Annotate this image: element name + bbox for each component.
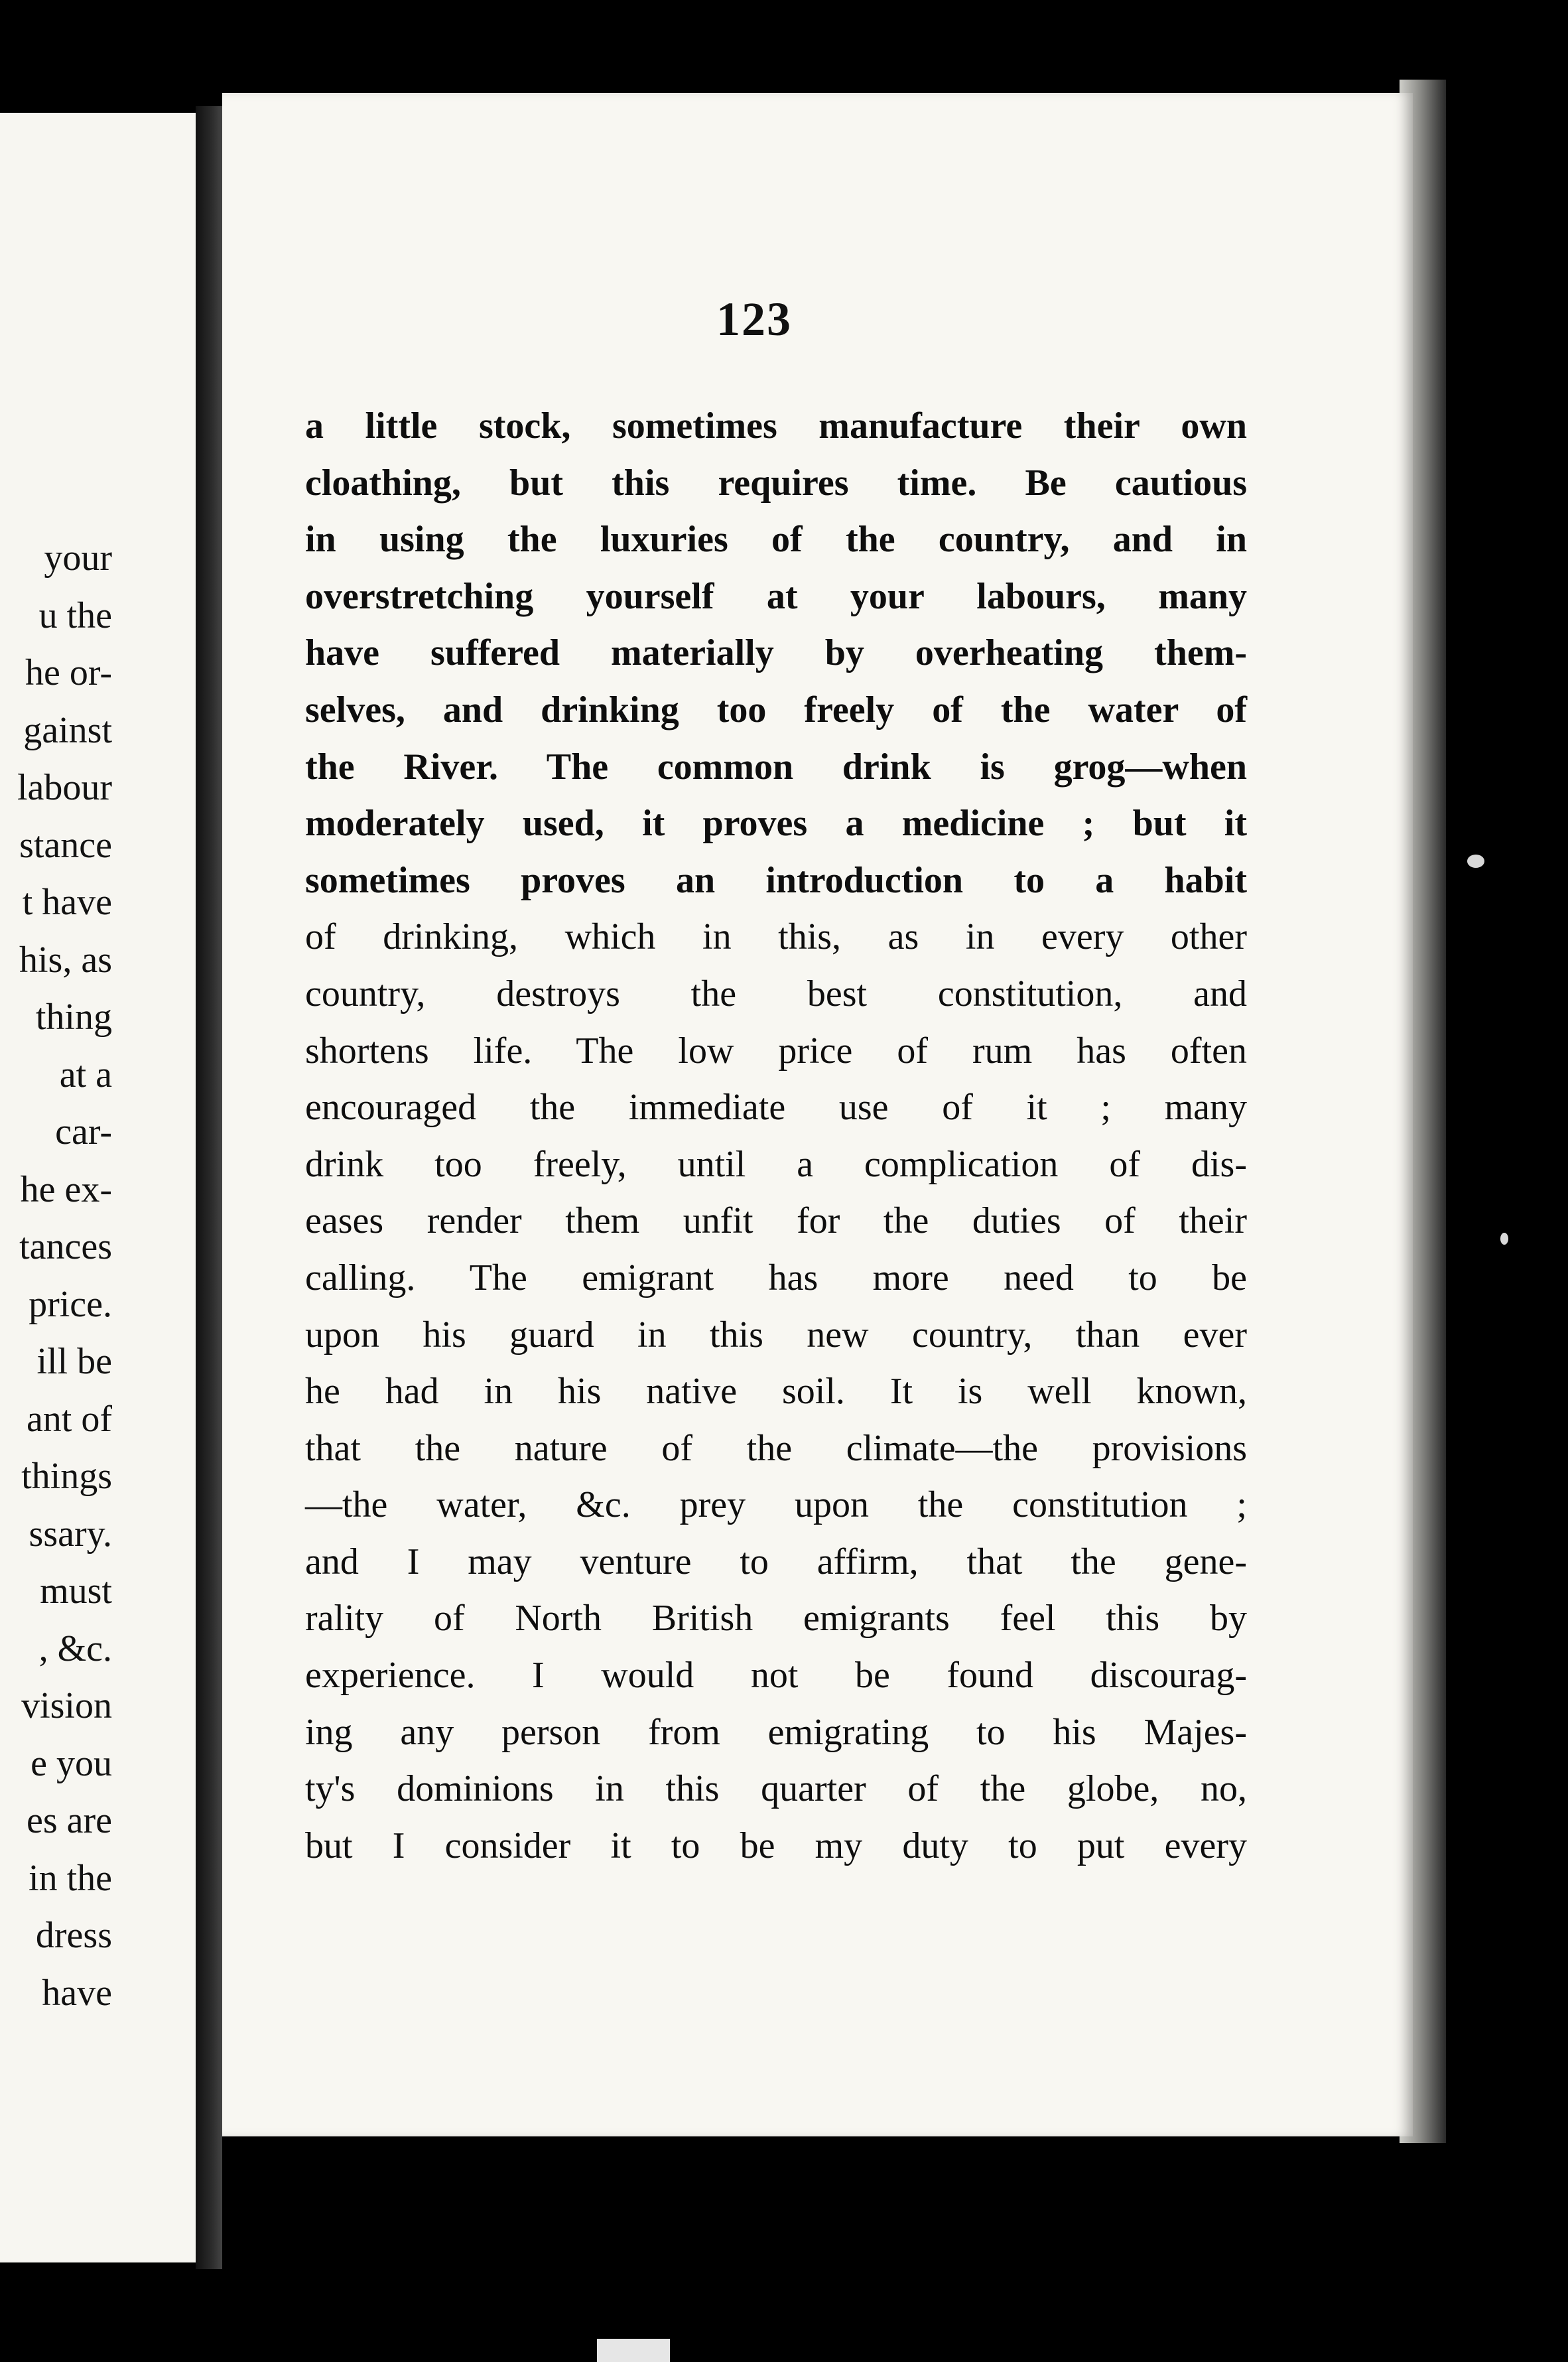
body-line: rality of North British emigrants feel this by (305, 1598, 1247, 1639)
body-line: the River. The common drink is grog—when (305, 746, 1247, 788)
left-page-text-fragments (17, 529, 112, 2022)
body-line: encouraged the immediate use of it ; many (305, 1087, 1247, 1129)
left-fragment-line: have (42, 1972, 112, 2014)
left-fragment-line: tances (19, 1226, 112, 1267)
left-fragment-line: car- (55, 1111, 112, 1152)
left-fragment-line: things (21, 1456, 112, 1497)
body-line: he had in his native soil. It is well known, (305, 1371, 1247, 1413)
book-gutter-shadow (196, 106, 222, 2269)
body-line: overstretching yourself at your labours, many (305, 575, 1247, 617)
body-text (305, 398, 1247, 1874)
body-line: calling. The emigrant has more need to be (305, 1257, 1247, 1298)
body-line: a little stock, sometimes manufacture their own (305, 405, 1247, 447)
left-fragment-line: must (40, 1570, 112, 1612)
left-fragment-line: price. (29, 1283, 112, 1325)
body-line: upon his guard in this new country, than ever (305, 1314, 1247, 1355)
left-fragment-line: ill be (36, 1341, 112, 1382)
body-line: have suffered materially by overheating them- (305, 632, 1247, 674)
left-fragment-line: ant of (26, 1398, 112, 1440)
page-number: 123 (716, 293, 792, 346)
body-line: —the water, &c. prey upon the constitution ; (305, 1484, 1247, 1526)
body-line: cloathing, but this requires time. Be cautious (305, 462, 1247, 504)
binding-mark (597, 2339, 670, 2362)
body-line: sometimes proves an introduction to a habit (305, 859, 1247, 901)
left-fragment-line: ssary. (29, 1513, 112, 1555)
left-fragment-line: , &c. (38, 1628, 112, 1669)
left-fragment-line: his, as (19, 939, 112, 981)
body-line: moderately used, it proves a medicine ; but it (305, 803, 1247, 845)
left-fragment-line: vision (21, 1685, 112, 1726)
left-fragment-line: your (44, 537, 112, 579)
left-fragment-line: dress (35, 1915, 112, 1956)
body-line: but I consider it to be my duty to put every (305, 1825, 1247, 1866)
body-line: selves, and drinking too freely of the water of (305, 689, 1247, 730)
body-line: country, destroys the best constitution, and (305, 973, 1247, 1014)
left-fragment-line: gainst (23, 709, 112, 751)
body-line: and I may venture to affirm, that the gene- (305, 1541, 1247, 1582)
body-line: experience. I would not be found discourag- (305, 1655, 1247, 1697)
left-facing-page (0, 113, 200, 2262)
body-line: of drinking, which in this, as in every other (305, 916, 1247, 958)
scan-speck (1500, 1233, 1508, 1245)
body-line: ty's dominions in this quarter of the globe, no, (305, 1768, 1247, 1810)
body-line: that the nature of the climate—the provisions (305, 1427, 1247, 1469)
left-fragment-line: in the (29, 1857, 112, 1899)
body-line: eases render them unfit for the duties of their (305, 1200, 1247, 1242)
left-fragment-line: e you (31, 1742, 112, 1784)
left-fragment-line: u the (38, 594, 112, 636)
left-fragment-line: stance (19, 824, 112, 866)
left-fragment-line: at a (59, 1054, 112, 1095)
left-fragment-line: t have (22, 882, 112, 923)
left-fragment-line: es are (26, 1800, 112, 1841)
left-fragment-line: he ex- (20, 1168, 112, 1210)
body-line: ing any person from emigrating to his Majes- (305, 1711, 1247, 1753)
body-line: shortens life. The low price of rum has often (305, 1030, 1247, 1072)
left-fragment-line: he or- (25, 652, 112, 693)
scan-speck (1467, 855, 1484, 868)
left-fragment-line: thing (35, 997, 112, 1038)
left-fragment-line: labour (17, 767, 112, 808)
body-line: drink too freely, until a complication of dis- (305, 1143, 1247, 1185)
body-line: in using the luxuries of the country, and in (305, 519, 1247, 561)
